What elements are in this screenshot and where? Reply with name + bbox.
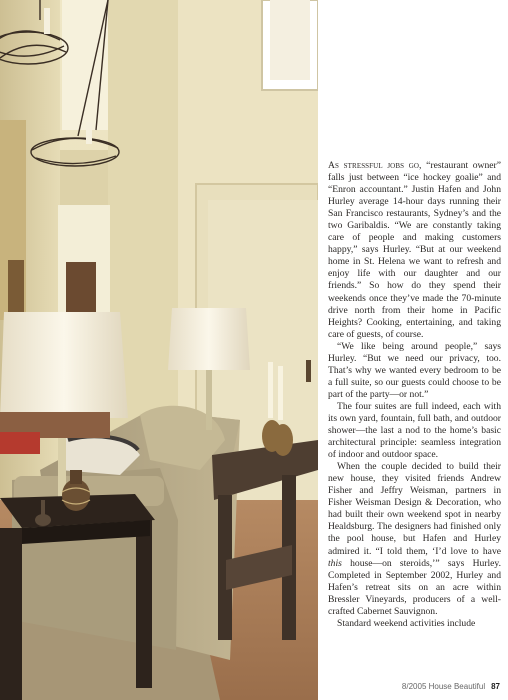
paragraph-suites: The four suites are full indeed, each with its own yard, fountain, full bath, and outdoor shower—the last a nod to the home’s basic architectural principle: seamless integration of indoor and outdoor space. xyxy=(328,400,501,461)
paragraph-intro-text: “restaurant owner” falls just between “ice hockey goalie” and “Enron accountant.” Justin Hafen and John Hurley average 14-hour days running their San Francisco restaurants, Sydney’s and the two Garibaldis. “We are constantly taking care of people and making customers happy,” says Hurley. “But at our weekend home in St. Helena we want to refresh and enjoy life with our daughter and our friends.” So how do they spend their weekends once they’ve made the 70-minute drive north from their home in Pacific Heights? Cooking, entertaining, and taking care of guests, of course. xyxy=(328,160,501,340)
paragraph-designers-text: When the couple decided to build their new house, they visited friends Andrew Fisher and Jeffry Weisman, partners in Fisher Weisman Design & Decoration, who had built their own weekend spot in nearby Healdsburg. The designers had finished only the pool house, but Hafen and Hurley admired it. “I told them, ‘I’d love to have xyxy=(328,461,501,557)
lead-in: As stressful jobs go, xyxy=(328,160,422,171)
red-ottoman xyxy=(0,432,40,454)
paragraph-activities: Standard weekend activities include xyxy=(337,617,476,629)
paragraph-intro xyxy=(328,160,501,341)
page-footer xyxy=(402,682,500,691)
far-door xyxy=(66,262,96,314)
door-handle xyxy=(306,360,311,382)
issue-line: 8/2005 House Beautiful xyxy=(401,682,486,691)
paragraph-designers xyxy=(328,461,501,618)
paragraph-designers-rest: house—on steroids,’” says Hurley. Completed in September 2002, Hurley and Hafen’s retreat sits on an acre within Bressler Vineyards, producers of a well-crafted Cabernet Sauvignon. xyxy=(328,557,501,617)
page-number: 87 xyxy=(491,682,500,691)
article-body xyxy=(328,160,501,630)
paragraph-privacy: “We like being around people,” says Hurley. “But we need our privacy, too. That’s why we wanted every bedroom to be a full suite, so our guests could choose to be part of the party—or not.” xyxy=(328,340,501,400)
emphasis-this: this xyxy=(328,557,342,569)
